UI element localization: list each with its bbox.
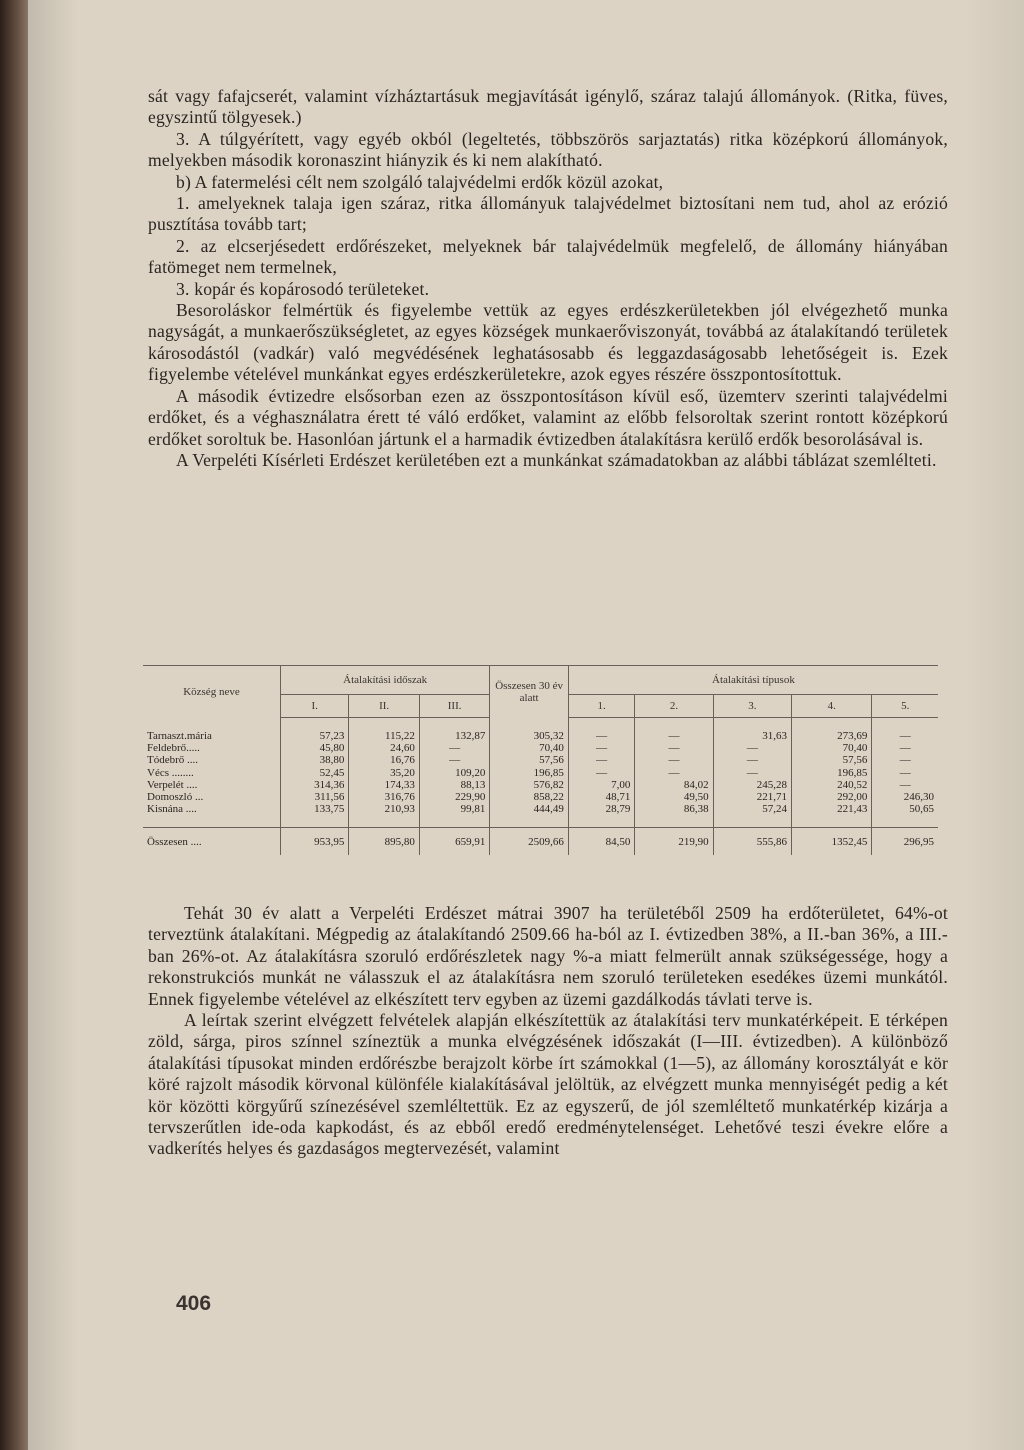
table-row (143, 754, 938, 766)
value-cell: — (568, 730, 634, 742)
sub-header-cell: 2. (635, 695, 713, 718)
data-table (143, 665, 938, 855)
value-cell: 28,79 (568, 803, 634, 815)
value-cell: 52,45 (280, 767, 349, 779)
value-cell: — (713, 754, 791, 766)
value-cell: 57,56 (792, 754, 872, 766)
value-cell: — (899, 754, 911, 767)
value-cell: — (713, 767, 791, 779)
value-cell: 45,80 (280, 742, 349, 754)
value-cell: 196,85 (490, 767, 569, 779)
value-cell: 953,95 (280, 828, 349, 855)
value-cell: — (419, 754, 489, 766)
value-cell: — (899, 730, 911, 742)
value-cell: 210,93 (349, 803, 419, 815)
table-row (143, 803, 938, 815)
table-row (143, 791, 938, 803)
paragraph: Besoroláskor felmértük és figyelembe vettük az egyes erdészkerületekben jól elvégezhető munka nagyságát, a munkaerőszükségletet, az egyes községek munkaerőviszonyát, továbbá az átalakítandó területek károsodástól (vadkár) való megvédésének leghatásosabb és leggazdaságosabb lehetőségeit is. Ezek figyelembe vételével munkánkat egyes erdészkerületekre, azok egyes részére összpontosítottuk. (148, 300, 948, 385)
header-total-30-years: Összesen 30 év alatt (490, 666, 569, 718)
header-periods: Átalakítási időszak (280, 666, 489, 695)
table-row (143, 742, 938, 754)
value-cell: 174,33 (349, 779, 419, 791)
value-cell: 57,23 (280, 730, 349, 742)
value-cell: — (635, 767, 713, 779)
sub-header-cell: 4. (792, 695, 872, 718)
value-cell: 16,76 (349, 754, 419, 766)
value-cell: 31,63 (713, 730, 791, 742)
book-spine-shadow (0, 0, 28, 1450)
value-cell: 57,24 (713, 803, 791, 815)
value-cell: — (568, 742, 634, 754)
value-cell: 70,40 (490, 742, 569, 754)
value-cell: 273,69 (792, 730, 872, 742)
value-cell: 115,22 (349, 730, 419, 742)
value-cell: — (568, 767, 634, 779)
value-cell: 88,13 (419, 779, 489, 791)
value-cell: 70,40 (792, 742, 872, 754)
value-cell: — (713, 742, 791, 754)
value-cell: 314,36 (280, 779, 349, 791)
body-text-bottom (148, 903, 948, 1160)
village-name-cell: Feldebrő..... (143, 742, 280, 754)
value-cell: — (419, 742, 489, 754)
village-name-cell: Verpelét .... (143, 779, 280, 791)
sub-header-cell: 5. (872, 695, 938, 718)
value-cell: 246,30 (903, 791, 934, 804)
paragraph: 2. az elcserjésedett erdőrészeket, melyeknek bár talajvédelmük megfelelő, de állomány hiányában fatömeget nem termelnek, (148, 235, 948, 278)
value-cell: 305,32 (490, 730, 569, 742)
value-cell: 895,80 (349, 828, 419, 855)
value-cell: 316,76 (349, 791, 419, 803)
value-cell: 7,00 (568, 779, 634, 791)
table-row (143, 828, 938, 855)
value-cell: 444,49 (490, 803, 569, 815)
value-cell: 57,56 (490, 754, 569, 766)
table-row (143, 730, 938, 742)
value-cell: 221,43 (792, 803, 872, 815)
value-cell: 84,02 (635, 779, 713, 791)
village-name-cell: Kisnána .... (143, 803, 280, 815)
village-name-cell: Tódebrő .... (143, 754, 280, 766)
village-name-cell: Domoszló ... (143, 791, 280, 803)
value-cell: 229,90 (419, 791, 489, 803)
value-cell: — (899, 778, 911, 791)
value-cell: 659,91 (419, 828, 489, 855)
value-cell: 311,56 (280, 791, 349, 803)
value-cell: 576,82 (490, 779, 569, 791)
paragraph: A második évtizedre elsősorban ezen az összpontosításon kívül eső, üzemterv szerinti talajvédelmi erdőket, és a véghasználatra érett té váló erdőket, valamint az előbb felsoroltak szerint rontott középkorú erdőket soroltuk be. Hasonlóan jártunk el a harmadik évtizedben átalakításra kerülő erdők besorolásával is. (148, 385, 948, 449)
paragraph: b) A fatermelési célt nem szolgáló talajvédelmi erdők közül azokat, (176, 171, 664, 192)
paragraph: A Verpeléti Kísérleti Erdészet kerületében ezt a munkánkat számadatokban az alábbi táblázat szemlélteti. (176, 449, 937, 470)
value-cell: — (568, 754, 634, 766)
village-name-cell: Összesen .... (143, 828, 280, 855)
value-cell: 48,71 (568, 791, 634, 803)
value-cell: 245,28 (713, 779, 791, 791)
value-cell: — (635, 754, 713, 766)
sub-header-cell: II. (349, 695, 419, 718)
value-cell: 219,90 (635, 828, 713, 855)
value-cell: 86,38 (635, 803, 713, 815)
sub-header-cell: 3. (713, 695, 791, 718)
value-cell: 196,85 (792, 767, 872, 779)
value-cell: 221,71 (713, 791, 791, 803)
value-cell: — (635, 742, 713, 754)
paragraph: Tehát 30 év alatt a Verpeléti Erdészet mátrai 3907 ha területéből 2509 ha erdőterületet, 64%-ot terveztünk átalakítani. Mégpedig az átalakítandó 2509.66 ha-ból az I. évtizedben 38%, a II.-ban 36%, a III.-ban 26%-ot. Az átalakításra szoruló erdőrészletek nagy %-a miatt felmerült annak szükségessége, hogy a rekonstrukciós munkát ne válasszuk el az átalakításra nem szoruló területeken esedékes üzemi munkától. Ennek figyelembe vételével az elkészített terv egyben az üzemi gazdálkodás távlati terve is. (148, 903, 948, 1009)
paragraph: A leírtak szerint elvégzett felvételek alapján elkészítettük az átalakítási terv munkatérképeit. E térképen zöld, sárga, piros színnel színeztük a munka elvégzésének időszakát (I—III. évtizedben). A különböző átalakítási típusokat minden erdőrészbe berajzolt körbe írt számokkal (1—5), az állomány korosztályát e kör köré rajzolt második körvonal különféle kialakításával jelöltük, az elvégzett munka mennyiségét pedig a két kör közötti körgyűrű színezésével szemléltettük. Ez az egyszerű, de jól szemléltető munkatérkép kizárja a tervszerűtlen ide-oda kapkodást, és az ebből eredő eredménytelenséget. Lehetővé teszi évekre előre a vadkerítés helyes és gazdaságos megtervezését, valamint (148, 1010, 948, 1159)
sub-header-cell: III. (419, 695, 489, 718)
book-page (28, 0, 1024, 1450)
sub-header-cell: I. (280, 695, 349, 718)
village-name-cell: Vécs ........ (143, 767, 280, 779)
value-cell: 38,80 (280, 754, 349, 766)
page-number: 406 (176, 1292, 212, 1315)
village-name-cell: Tarnaszt.mária (143, 730, 280, 742)
value-cell: — (635, 730, 713, 742)
value-cell: 296,95 (872, 828, 938, 855)
body-text-top (148, 86, 948, 471)
value-cell: 109,20 (419, 767, 489, 779)
value-cell: 84,50 (568, 828, 634, 855)
table-row (143, 767, 938, 779)
value-cell: — (899, 742, 911, 755)
value-cell: 292,00 (792, 791, 872, 803)
paragraph: sát vagy fafajcserét, valamint vízháztartásuk megjavítását igénylő, száraz talajú állományok. (Ritka, füves, egyszintű tölgyesek.) (148, 86, 948, 128)
paragraph: 1. amelyeknek talaja igen száraz, ritka állományuk talajvédelmet biztosítani nem tud, ahol az erózió pusztítása tovább tart; (148, 193, 948, 235)
header-village-name: Község neve (143, 666, 280, 718)
value-cell: — (899, 766, 911, 779)
value-cell: 24,60 (349, 742, 419, 754)
header-types: Átalakítási típusok (568, 666, 938, 695)
value-cell: 555,86 (713, 828, 791, 855)
value-cell: 1352,45 (792, 828, 872, 855)
value-cell: 2509,66 (490, 828, 569, 855)
sub-header-cell: 1. (568, 695, 634, 718)
value-cell: 133,75 (280, 803, 349, 815)
value-cell: 240,52 (792, 779, 872, 791)
table-row (143, 779, 938, 791)
value-cell: 99,81 (419, 803, 489, 815)
value-cell: 50,65 (909, 803, 934, 816)
paragraph: 3. A túlgyérített, vagy egyéb okból (legeltetés, többszörös sarjaztatás) ritka középkorú állományok, melyekben második koronaszint hiányzik és ki nem alakítható. (148, 128, 948, 171)
paragraph: 3. kopár és kopárosodó területeket. (176, 278, 430, 299)
value-cell: 858,22 (490, 791, 569, 803)
value-cell: 132,87 (419, 730, 489, 742)
value-cell: 35,20 (349, 767, 419, 779)
value-cell: 49,50 (635, 791, 713, 803)
